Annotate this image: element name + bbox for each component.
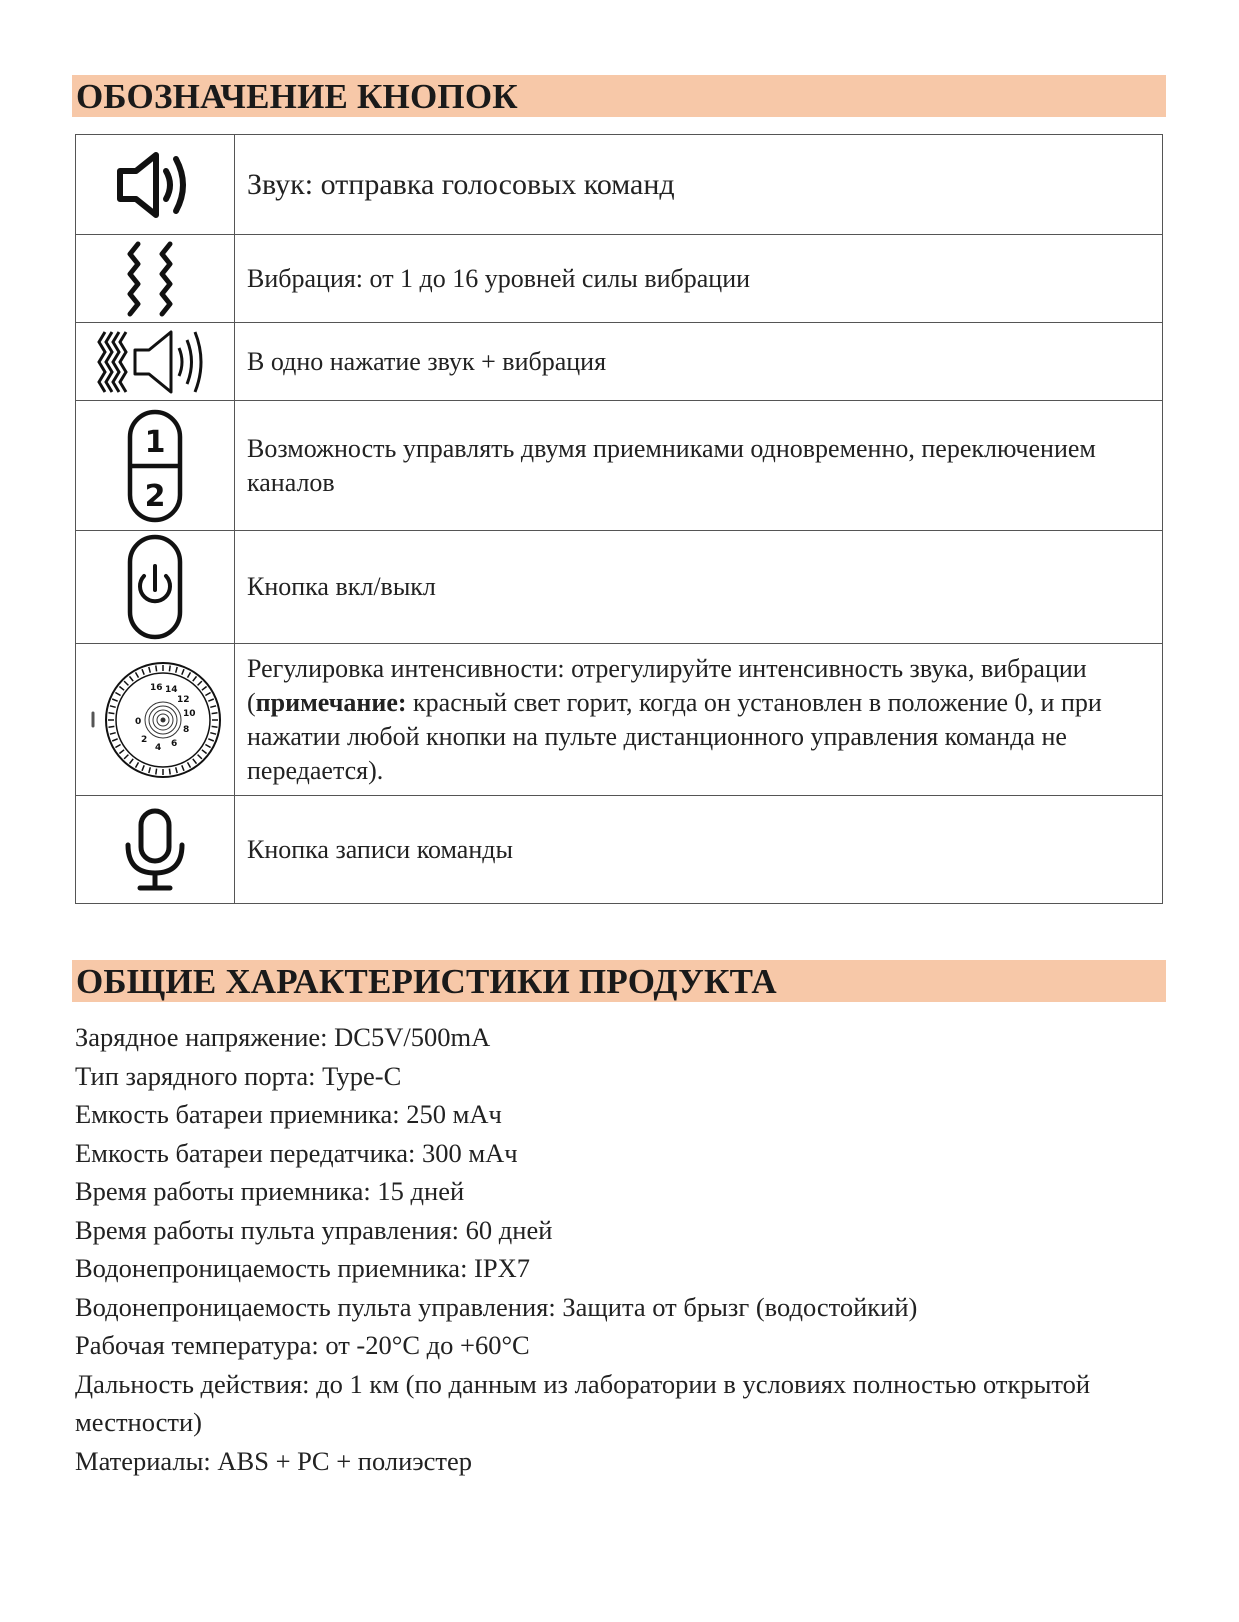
- dial-tick: [130, 676, 134, 681]
- spec-operating-temperature: Рабочая температура: от -20°C до +60°C: [75, 1330, 530, 1360]
- dial-tick: [202, 749, 207, 753]
- dial-tick: [124, 681, 128, 685]
- dial-tick: [149, 767, 151, 773]
- specs-list: [75, 1018, 1165, 1480]
- channel-2-label: 2: [144, 478, 166, 514]
- channel-description: Возможность управлять двумя приемниками одновременно, переключением каналов: [235, 401, 1163, 531]
- dial-label-14: 14: [165, 684, 178, 695]
- dial-tick: [205, 692, 210, 695]
- table-row: [76, 235, 1163, 323]
- dial-tick: [182, 765, 184, 771]
- table-row: [76, 531, 1163, 644]
- dial-tick: [205, 744, 210, 747]
- channel-switch-icon: [125, 408, 185, 524]
- dial-tick: [142, 669, 144, 675]
- dial-tick: [124, 754, 128, 758]
- sound-vibration-icon: [95, 326, 215, 398]
- spec-receiver-runtime: Время работы приемника: 15 дней: [75, 1176, 465, 1206]
- microphone-icon: [120, 807, 190, 893]
- table-row: [76, 135, 1163, 235]
- dial-label-4: 4: [155, 742, 162, 753]
- dial-tick: [112, 738, 118, 740]
- dial-tick: [136, 672, 139, 677]
- record-description: Кнопка записи команды: [235, 796, 1163, 904]
- dial-tick: [210, 705, 216, 707]
- dial-tick: [198, 754, 202, 758]
- dial-tick: [210, 732, 216, 734]
- table-row: [76, 796, 1163, 904]
- dial-tick: [109, 712, 115, 713]
- dial-tick: [212, 712, 218, 713]
- table-row: [76, 323, 1163, 401]
- vibration-description: Вибрация: от 1 до 16 уровней силы вибрации: [235, 235, 1163, 323]
- dial-tick: [156, 768, 157, 774]
- spec-materials: Материалы: ABS + PC + полиэстер: [75, 1445, 472, 1476]
- dial-label-8: 8: [183, 724, 190, 735]
- channel-1-label: 1: [144, 424, 166, 460]
- dial-tick: [176, 666, 178, 672]
- buttons-table: [75, 134, 1163, 904]
- dial-tick: [208, 738, 214, 740]
- dial-tick: [193, 758, 197, 763]
- dial-tick: [188, 762, 191, 767]
- power-icon: [125, 534, 185, 640]
- dial-tick: [182, 669, 184, 675]
- dial-tick: [119, 749, 124, 753]
- dial-tick: [193, 676, 197, 681]
- vibration-icon: [120, 240, 190, 318]
- buttons-section-title: ОБОЗНАЧЕНИЕ КНОПОК: [72, 75, 1166, 117]
- dial-tick: [169, 768, 170, 774]
- spec-remote-waterproof: Водонепроницаемость пульта управления: Защита от брызг (водостойкий): [75, 1291, 918, 1322]
- dial-label-2: 2: [141, 734, 148, 745]
- spec-range: Дальность действия: до 1 км (по данным из лаборатории в условиях полностью открытой местности): [75, 1368, 1091, 1437]
- dial-tick: [212, 726, 218, 727]
- spec-charging-voltage: Зарядное напряжение: DC5V/500mA: [75, 1022, 491, 1052]
- dial-tick: [156, 665, 157, 671]
- spec-charging-port: Тип зарядного порта: Type-C: [75, 1060, 402, 1091]
- dial-label-6: 6: [171, 738, 178, 749]
- specs-section-title: ОБЩИЕ ХАРАКТЕРИСТИКИ ПРОДУКТА: [72, 960, 1166, 1002]
- dial-tick: [130, 758, 134, 763]
- spec-transmitter-battery: Емкость батареи передатчика: 300 мАч: [75, 1137, 518, 1168]
- dial-tick: [202, 686, 207, 690]
- dial-tick: [115, 692, 120, 695]
- note-label: примечание:: [255, 687, 407, 717]
- sound-description: Звук: отправка голосовых команд: [235, 135, 1163, 235]
- dial-tick: [149, 666, 151, 672]
- dial-tick: [136, 762, 139, 767]
- dial-label-12: 12: [177, 694, 190, 705]
- intensity-description: Регулировка интенсивности: отрегулируйте интенсивность звука, вибрации (примечание: красный свет горит, когда он установлен в положение 0, и при нажатии любой кнопки на пульте дистанционного управления команда не передается).: [235, 644, 1163, 796]
- table-row: [76, 644, 1163, 796]
- dial-tick: [188, 672, 191, 677]
- power-description: Кнопка вкл/выкл: [235, 531, 1163, 644]
- dial-tick: [110, 732, 116, 734]
- dial-tick: [109, 726, 115, 727]
- dial-tick: [119, 686, 124, 690]
- dial-tick: [112, 699, 118, 701]
- speaker-icon: [110, 145, 200, 225]
- sound-vibration-description: В одно нажатие звук + вибрация: [235, 323, 1163, 401]
- dial-tick: [110, 705, 116, 707]
- dial-label-10: 10: [183, 708, 196, 719]
- dial-tick: [198, 681, 202, 685]
- dial-tick: [115, 744, 120, 747]
- dial-tick: [142, 765, 144, 771]
- spec-receiver-waterproof: Водонепроницаемость приемника: IPX7: [75, 1253, 531, 1283]
- intensity-dial-icon: [85, 658, 225, 782]
- spec-remote-runtime: Время работы пульта управления: 60 дней: [75, 1214, 553, 1245]
- dial-tick: [176, 767, 178, 773]
- dial-label-16: 16: [150, 682, 163, 693]
- dial-label-0: 0: [135, 716, 142, 727]
- dial-tick: [208, 699, 214, 701]
- table-row: [76, 401, 1163, 531]
- spec-receiver-battery: Емкость батареи приемника: 250 мАч: [75, 1099, 502, 1129]
- dial-tick: [169, 665, 170, 671]
